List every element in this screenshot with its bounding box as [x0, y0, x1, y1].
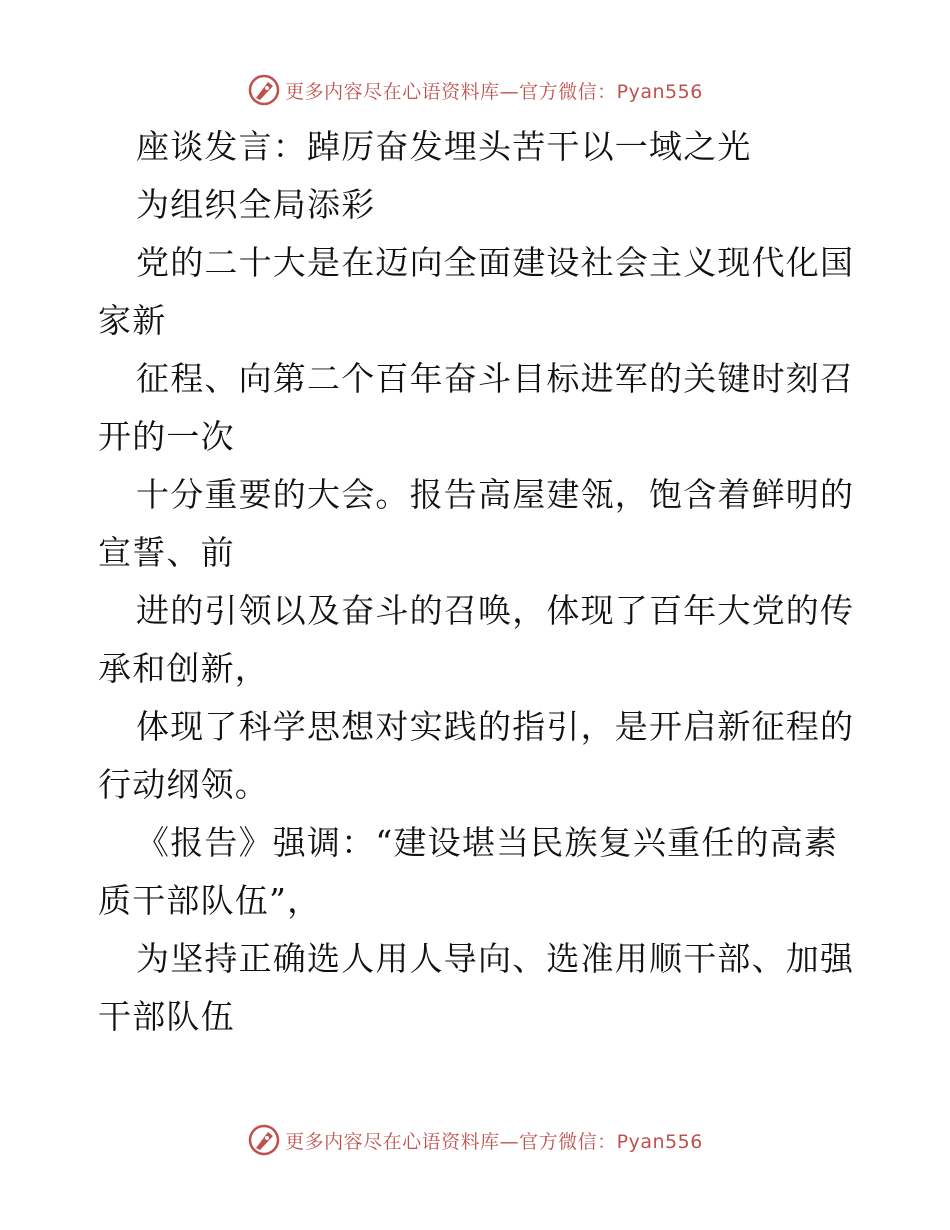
- paragraph-line: 为坚持正确选人用人导向、选准用顺干部、加强: [136, 939, 855, 978]
- paragraph-line: 党的二十大是在迈向全面建设社会主义现代化国: [136, 243, 855, 282]
- paragraph-line: 家新: [98, 301, 167, 340]
- paragraph-line: 征程、向第二个百年奋斗目标进军的关键时刻召: [136, 359, 855, 398]
- paragraph-line: 十分重要的大会。报告高屋建瓴，饱含着鲜明的: [136, 475, 855, 514]
- footer-banner: [0, 1120, 950, 1160]
- paragraph-line: 进的引领以及奋斗的召唤，体现了百年大党的传: [136, 591, 855, 630]
- footer-banner-text: 更多内容尽在心语资料库—官方微信：Pyan556: [285, 1130, 703, 1153]
- paragraph-line: 宣誓、前: [98, 533, 235, 572]
- document-title-line-1: 座谈发言：踔厉奋发埋头苦干以一域之光: [136, 127, 752, 166]
- paragraph-line: 《报告》强调：“建设堪当民族复兴重任的高素: [136, 823, 839, 862]
- paragraph-line: 行动纲领。: [98, 765, 269, 804]
- pen-nib-logo-icon: [247, 73, 281, 107]
- header-banner: [0, 70, 950, 110]
- header-banner-text: 更多内容尽在心语资料库—官方微信：Pyan556: [285, 80, 703, 103]
- paragraph-line: 干部队伍: [98, 997, 235, 1036]
- paragraph-line: 开的一次: [98, 417, 235, 456]
- document-title-line-2: 为组织全局添彩: [136, 185, 376, 224]
- paragraph-line: 承和创新，: [98, 649, 269, 688]
- document-body: [98, 118, 858, 1046]
- paragraph-line: 质干部队伍”，: [98, 881, 322, 920]
- pen-nib-logo-icon: [247, 1123, 281, 1157]
- paragraph-line: 体现了科学思想对实践的指引，是开启新征程的: [136, 707, 855, 746]
